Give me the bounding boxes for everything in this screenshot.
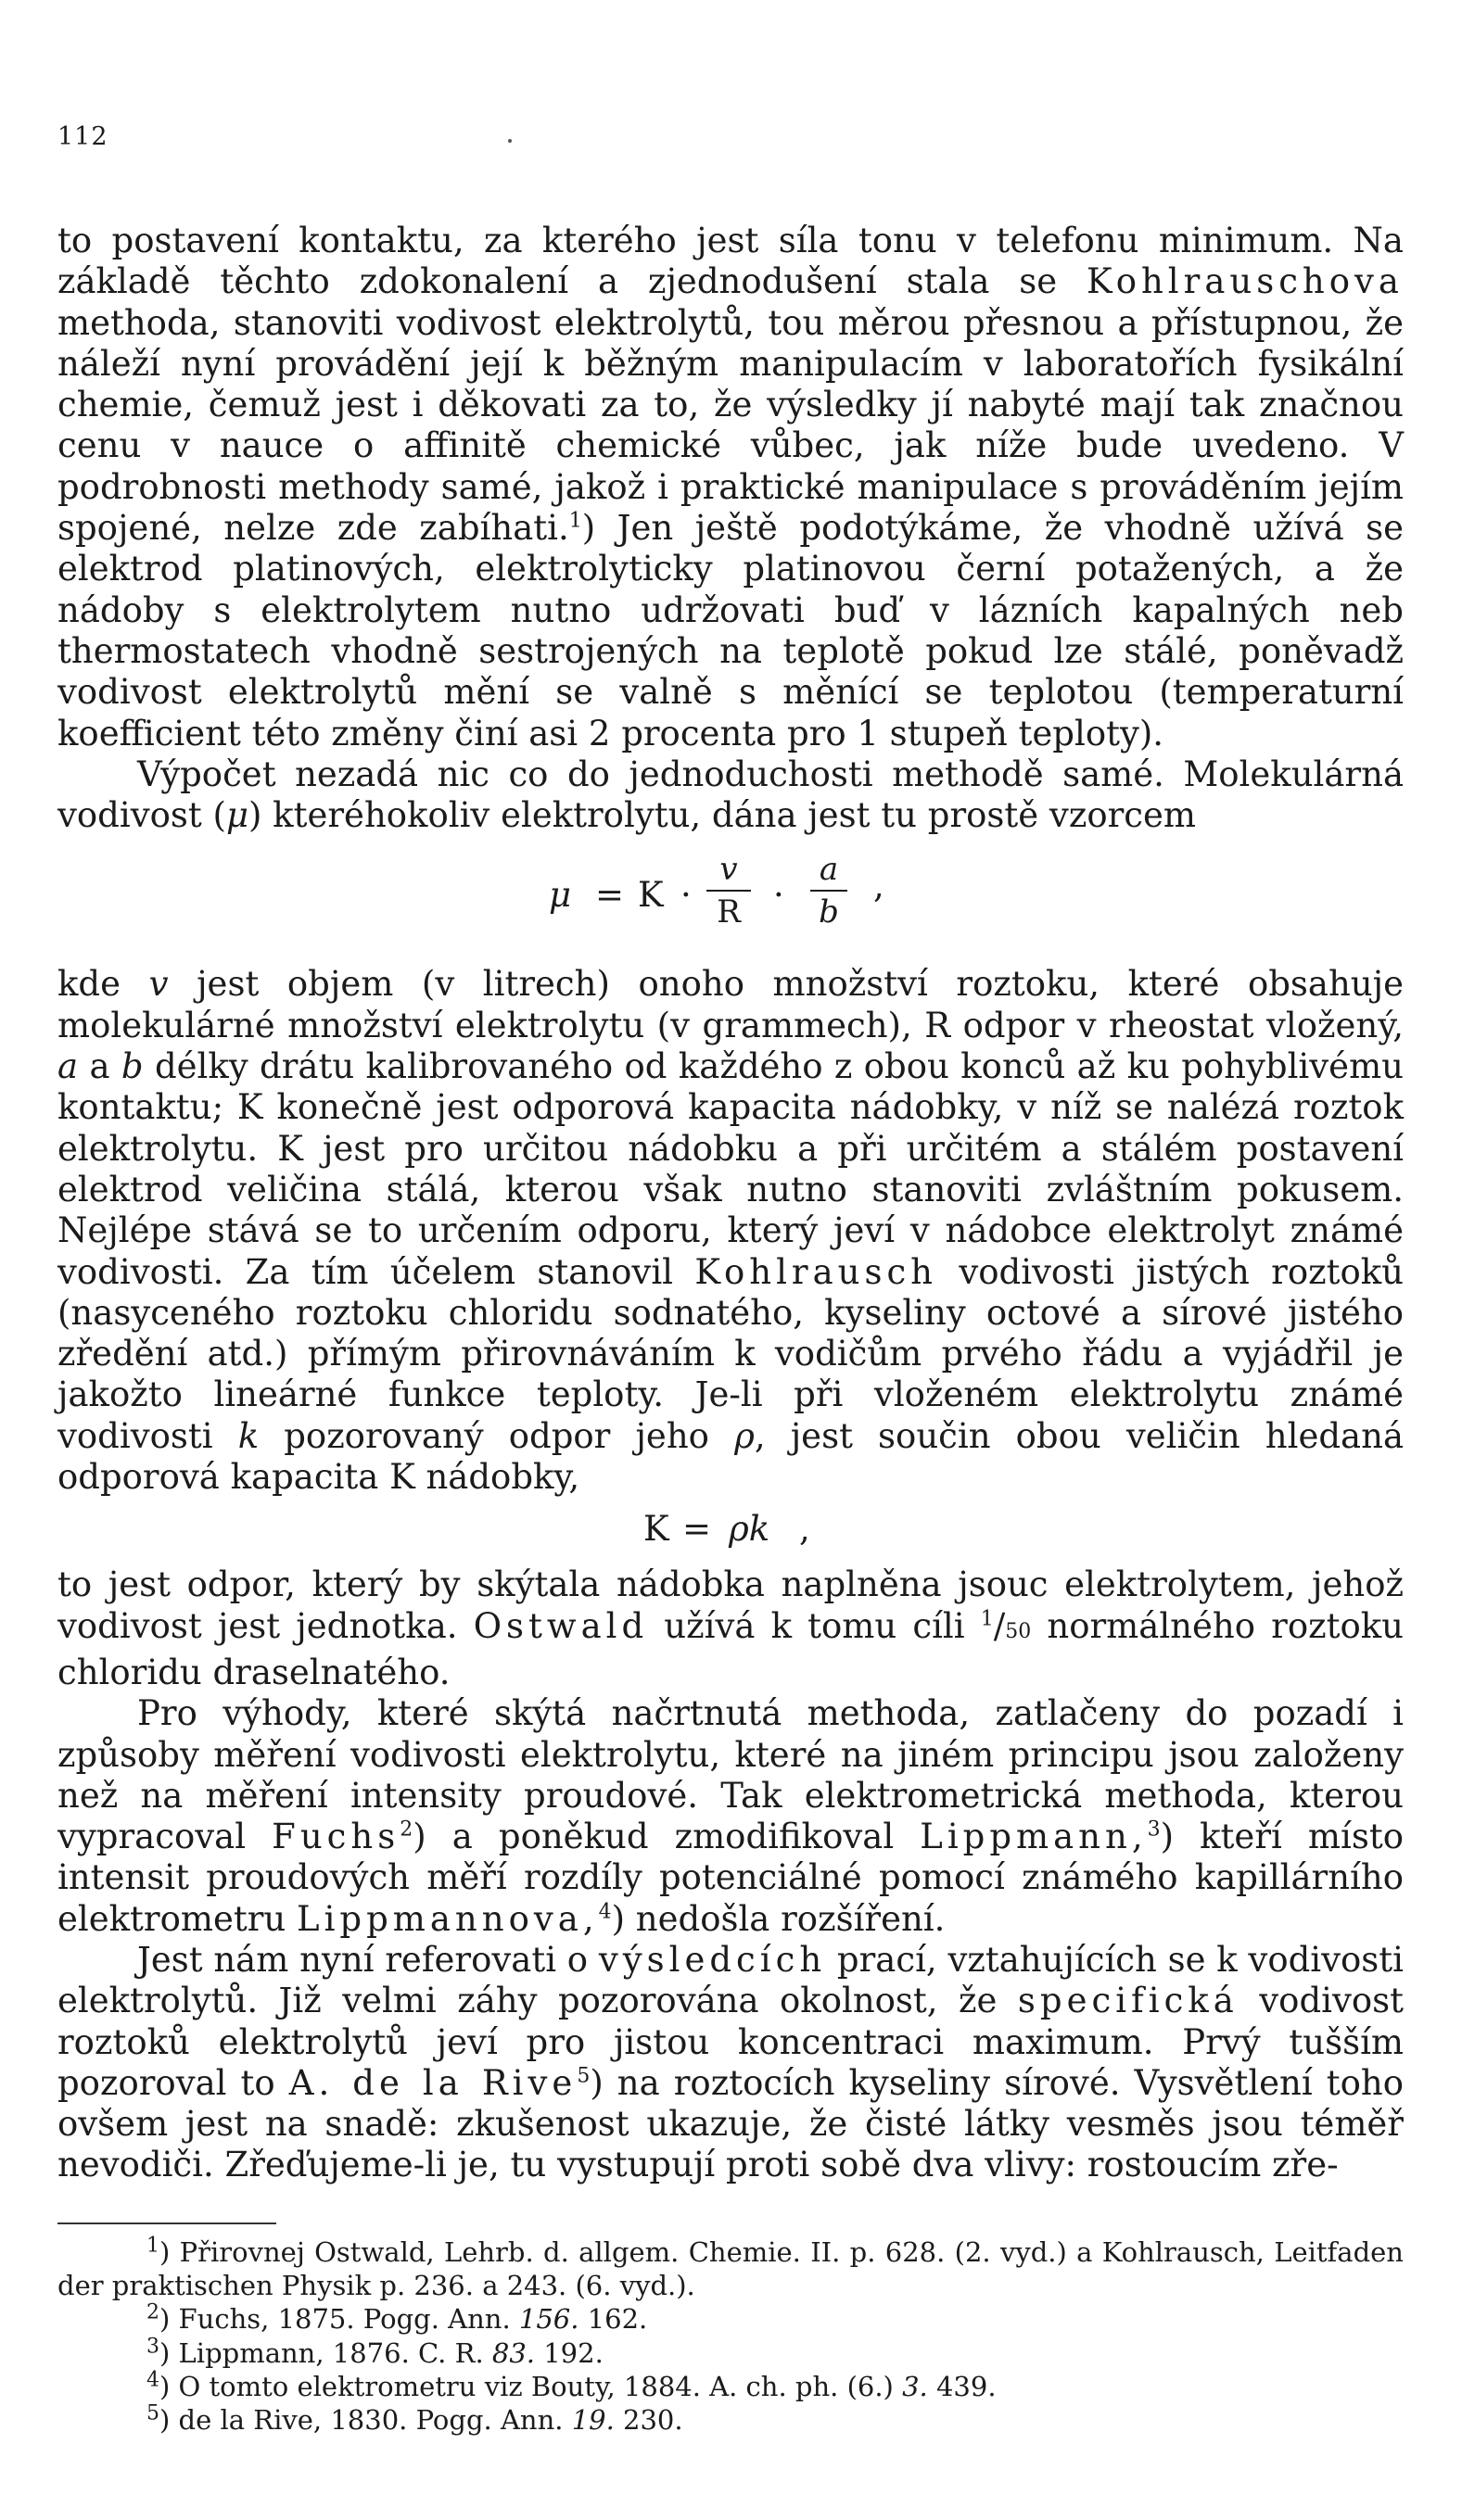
footnote-3: $^3$) Lippmann, 1876. C. R. 83. 192. (146, 2334, 604, 2369)
formula-rho-k: ρk (729, 1509, 770, 1550)
footnote-ref-5: 5 (577, 2064, 591, 2088)
formula-equals: = (595, 875, 625, 916)
name-lippmann: Lippmann, (920, 1817, 1148, 1857)
footnote-ref-2: 2 (400, 1817, 413, 1842)
formula-k: K (638, 875, 664, 916)
paragraph-3: kde v jest objem (v litrech) onoho množství roztoku, které obsahuje molekulárné množství elektrolytu (v grammech), R odpor v rheostat vložený, a a b délky drátu kalibrovaného od každého z obou konců až ku pohyblivému kontaktu; K konečně jest odporová kapacita nádobky, v níž se nalézá roztok elektrolytu. K jest pro určitou nádobku a při určitém a stálém postavení elektrod veličina stálá, kterou však nutno stanoviti zvláštním pokusem. Nejlépe stává se to určením odporu, který jeví v nádobce elektrolyt známé vodivosti. Za tím účelem stanovil Kohlrausch vodivosti jistých roztoků (nasyceného roztoku chloridu sodnatého, kyseliny octové a sírové jistého zředění atd.) přímým přirovnáváním k vodičům prvého řádu a vyjádřil je jakožto lineárné funkce teploty. Je-li při vloženém elektrolytu známé vodivosti k pozorovaný odpor jeho ρ, jest součin obou veličin hledaná odporová kapacita K nádobky, (57, 964, 1404, 1498)
name-fuchs: Fuchs (272, 1817, 400, 1857)
footnote-1: $^1$) Přirovnej Ostwald, Lehrb. d. allgem. Chemie. II. p. 628. (2. vyd.) a Kohlrausch, Leitfaden der praktischen Physik p. 236. a 243. (6. vyd.). (57, 2234, 1404, 2302)
paragraph-5: Pro výhody, které skýtá načrtnutá methoda, zatlačeny do pozadí i způsoby měření vodivosti elektrolytu, které na jiném principu jsou založeny než na měření intensity proudové. Tak elektrometrická methoda, kterou vypracoval Fuchs$^2$) a poněkud zmodifikoval Lippmann,$^3$) kteří místo intensit proudových měří rozdíly potenciálné pomocí známého kapillárního elektrometru Lippmannova,$^4$) nedošla rozšíření. (57, 1693, 1404, 1939)
formula-comma: , (799, 1509, 810, 1550)
paragraph-4: to jest odpor, který by skýtala nádobka naplněna jsouc elektrolytem, jehož vodivost jest jednotka. Ostwald užívá k tomu cíli $^1$/50 normálného roztoku chloridu draselnatého. (57, 1564, 1404, 1692)
footnote-divider (57, 2222, 276, 2224)
paragraph-6: Jest nám nyní referovati o výsledcích prací, vztahujících se k vodivosti elektrolytů. Již velmi záhy pozorována okolnost, že specifická vodivost roztoků elektrolytů jeví pro jistou koncentraci maximum. Prvý tušším pozoroval to A. de la Rive$^5$) na roztocích kyseliny sírové. Vysvětlení toho ovšem jest na snadě: zkušenost ukazuje, že čisté látky vesměs jsou téměř nevodiči. Zřeďujeme-li je, tu vystupují proti sobě dva vlivy: rostoucím zře- (57, 1939, 1405, 2185)
formula-mu: μ (549, 875, 572, 916)
formula-dot: · (680, 875, 692, 916)
emph-specificka: specifická (1017, 1981, 1239, 2021)
footnotes (57, 2235, 1404, 2437)
footnote-4: $^4$) O tomto elektrometru viz Bouty, 1884. A. ch. ph. (6.) 3. 439. (146, 2368, 997, 2402)
footnote-ref-1: 1 (568, 509, 582, 533)
footnote-5: $^5$) de la Rive, 1830. Pogg. Ann. 19. 230. (146, 2401, 683, 2437)
fraction-numerator: 1 (980, 1607, 994, 1631)
formula-k: K (643, 1509, 669, 1550)
formula-capacity (57, 1501, 1404, 1559)
formula-equals: = (682, 1509, 712, 1550)
formula-comma: , (873, 866, 884, 906)
print-speck (508, 139, 512, 143)
name-ostwald: Ostwald (473, 1605, 649, 1646)
name-lippmannova: Lippmannova, (297, 1898, 599, 1939)
footnote-ref-4: 4 (598, 1900, 612, 1924)
name-kohlrauschova: Kohlrauschova (1087, 261, 1404, 302)
formula-dot: · (773, 875, 784, 916)
formula-molar-conductivity (57, 845, 1404, 947)
fraction-v-over-r: $\frac{v}{R}$ (706, 849, 751, 932)
fraction-denominator: 50 (1005, 1619, 1032, 1643)
fraction-a-over-b: $\frac{a}{b}$ (810, 849, 847, 932)
name-kohlrausch: Kohlrausch (694, 1251, 938, 1292)
emph-vysledcich: výsledcích (598, 1939, 827, 1980)
page-number: 112 (57, 122, 108, 151)
footnote-ref-3: 3 (1147, 1817, 1161, 1842)
paragraph-2: Výpočet nezadá nic co do jednoduchosti methodě samé. Molekulárná vodivost (μ) kteréhokoliv elektrolytu, dána jest tu prostě vzorcem (57, 753, 1404, 836)
name-de-la-rive: A. de la Rive (288, 2062, 578, 2103)
footnote-2: $^2$) Fuchs, 1875. Pogg. Ann. 156. 162. (146, 2300, 648, 2336)
paragraph-1: to postavení kontaktu, za kterého jest síla tonu v telefonu minimum. Na základě těchto zdokonalení a zjednodušení stala se Kohlrauschova methoda, stanoviti vodivost elektrolytů, tou měrou přesnou a přístupnou, že náleží nyní provádění její k běžným manipulacím v laboratořích fysikální chemie, čemuž jest i děkovati za to, že výsledky jí nabyté mají tak značnou cenu v nauce o affinitě chemické vůbec, jak níže bude uvedeno. V podrobnosti methody samé, jakož i praktické manipulace s prováděním jejím spojené, nelze zde zabíhati.$^1$) Jen ještě podotýkáme, že vhodně užívá se elektrod platinových, elektrolyticky platinovou černí potažených, a že nádoby s elektrolytem nutno udržovati buď v lázních kapalných neb thermostatech vhodně sestrojených na teplotě pokud lze stálé, poněvadž vodivost elektrolytů mění se valně s měnící se teplotou (temperaturní koefficient této změny činí asi 2 procenta pro 1 stupeň teploty). (57, 221, 1405, 753)
body-text (57, 221, 1404, 2186)
